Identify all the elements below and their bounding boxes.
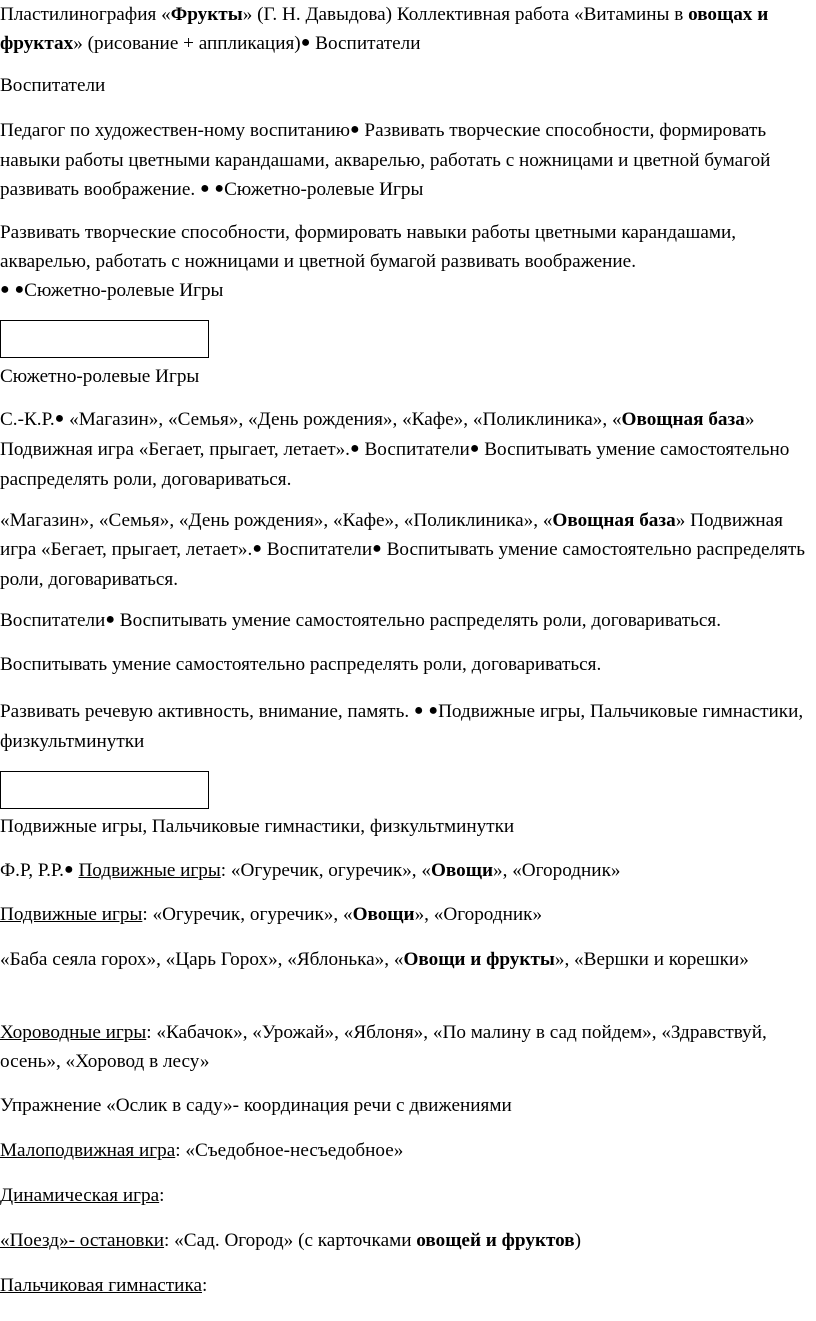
text-span: : «Сад. Огород» (с карточками [164, 1230, 417, 1251]
bold-text: Овощи [431, 860, 494, 881]
bold-text: Овощи и фрукты [403, 949, 555, 970]
underlined-text: Подвижные игры [0, 904, 143, 925]
text-span: ) [574, 1230, 582, 1251]
paragraph-speech-activity [0, 697, 812, 756]
bullet-icon: ● [349, 440, 360, 457]
paragraph-movement-games [0, 900, 812, 929]
text-span: Воспитатели [0, 75, 106, 96]
underlined-text: «Поезд»- остановки [0, 1230, 165, 1251]
bullet-icon: ● [413, 702, 424, 719]
bold-text: Фрукты [170, 4, 243, 25]
text-span: : «Съедобное-несъедобное» [175, 1140, 404, 1161]
bullet-icon: ● [349, 121, 360, 138]
text-span: : «Кабачок», «Урожай», «Яблоня», «По малину в сад пойдем», «Здравствуй, осень», «Хоровод в лесу» [0, 1022, 767, 1072]
bullet-icon: ● [214, 180, 225, 197]
text-span: «Магазин», «Семья», «День рождения», «Кафе», «Поликлиника», « [0, 510, 553, 531]
paragraph-skr [0, 405, 812, 494]
empty-table-cell [0, 320, 209, 358]
bullet-icon: ● [14, 281, 25, 298]
bold-text: овощей и фруктов [416, 1230, 575, 1251]
text-span: Развивать творческие способности, формировать навыки работы цветными карандашами, акварелью, работать с ножницами и цветной бумагой развивать воображение. [0, 222, 737, 272]
text-span: Пластилинография « [0, 4, 171, 25]
text-span: Сюжетно-ролевые Игры [24, 280, 224, 301]
text-span: : [202, 1275, 208, 1296]
underlined-text: Подвижные игры [78, 860, 221, 881]
text-span: Педагог по художествен-ному воспитанию [0, 120, 350, 141]
bullet-icon: ● [105, 611, 115, 628]
text-span: Воспитывать умение самостоятельно распределять роли, договариваться. [114, 610, 722, 631]
bullet-icon: ● [372, 540, 382, 557]
paragraph-train-game [0, 1226, 812, 1255]
bullet-icon: ● [199, 180, 210, 197]
text-span: » Подвижная игра «Бегает, прыгает, летает». [0, 409, 755, 460]
bullet-icon: ● [0, 281, 10, 298]
bullet-icon: ● [300, 34, 311, 51]
text-span: Сюжетно-ролевые Игры [0, 366, 200, 387]
text-span: Воспитатели [310, 33, 421, 54]
text-span: Воспитатели [262, 539, 373, 560]
paragraph-donkey-exercise [0, 1091, 812, 1120]
paragraph-educators-roles [0, 606, 812, 636]
text-span: » Подвижная игра «Бегает, прыгает, летает». [0, 510, 783, 560]
bold-text: овощах и фруктах [0, 4, 769, 54]
text-span: Воспитывать умение самостоятельно распределять роли, договариваться. [0, 654, 602, 675]
underlined-text: Динамическая игра [0, 1185, 160, 1206]
text-span: Упражнение «Ослик в саду»- координация речи с движениями [0, 1095, 512, 1116]
underlined-text: Пальчиковая гимнастика [0, 1275, 202, 1296]
paragraph-roles [0, 650, 812, 679]
paragraph-fr-rr [0, 856, 812, 886]
paragraph-role-games [0, 362, 812, 391]
text-span: », «Вершки и корешки» [554, 949, 749, 970]
bullet-icon: ● [54, 410, 65, 427]
text-span: Воспитатели [0, 610, 106, 631]
paragraph-outdoor-games [0, 812, 812, 841]
text-span: » (Г. Н. Давыдова) Коллективная работа «Витамины в [242, 4, 689, 25]
bullet-icon: ● [252, 540, 262, 557]
text-span: Подвижные игры, Пальчиковые гимнастики, физкультминутки [0, 701, 804, 752]
text-span: », «Огородник» [493, 860, 621, 881]
paragraph-shop-games [0, 506, 812, 594]
paragraph-round-dances [0, 1018, 812, 1076]
text-span: «Магазин», «Семья», «День рождения», «Кафе», «Поликлиника», « [64, 409, 622, 430]
paragraph-folk-games [0, 945, 812, 974]
paragraph-low-mobility-game [0, 1136, 812, 1165]
text-span: Развивать речевую активность, внимание, память. [0, 701, 414, 722]
text-span: Воспитывать умение самостоятельно распределять роли, договариваться. [0, 539, 806, 590]
bullet-icon: ● [63, 861, 74, 878]
bullet-icon: ● [428, 702, 439, 719]
bullet-icon: ● [469, 440, 480, 457]
text-span: », «Огородник» [414, 904, 543, 925]
paragraph-educators [0, 71, 812, 100]
underlined-text: Хороводные игры [0, 1022, 147, 1043]
paragraph-creative-skills [0, 218, 812, 306]
underlined-text: Малоподвижная игра [0, 1140, 176, 1161]
text-span: Ф.Р, Р.Р. [0, 860, 64, 881]
paragraph-finger-gymnastics [0, 1271, 812, 1300]
text-span: Воспитывать умение самостоятельно распределять роли, договариваться. [0, 439, 790, 490]
paragraph-art-teacher [0, 116, 812, 205]
text-span: Сюжетно-ролевые Игры [224, 179, 424, 200]
text-span: Подвижные игры, Пальчиковые гимнастики, физкультминутки [0, 816, 515, 837]
text-span: : «Огуречик, огуречик», « [220, 860, 431, 881]
text-span: : «Огуречик, огуречик», « [142, 904, 353, 925]
text-span: Воспитатели [359, 439, 470, 460]
bold-text: Овощи [352, 904, 415, 925]
text-span: С.-К.Р. [0, 409, 55, 430]
text-span: » (рисование + аппликация) [73, 33, 301, 54]
bold-text: Овощная база [621, 409, 745, 430]
bold-text: Овощная база [552, 510, 676, 531]
text-span: «Баба сеяла горох», «Царь Горох», «Яблонька», « [0, 949, 404, 970]
empty-table-cell [0, 771, 209, 809]
text-span: Развивать творческие способности, формировать навыки работы цветными карандашами, акварелью, работать с ножницами и цветной бумагой развивать воображение. [0, 120, 771, 200]
paragraph-plasticine-title [0, 0, 812, 59]
text-span: : [159, 1185, 165, 1206]
paragraph-dynamic-game [0, 1181, 812, 1210]
